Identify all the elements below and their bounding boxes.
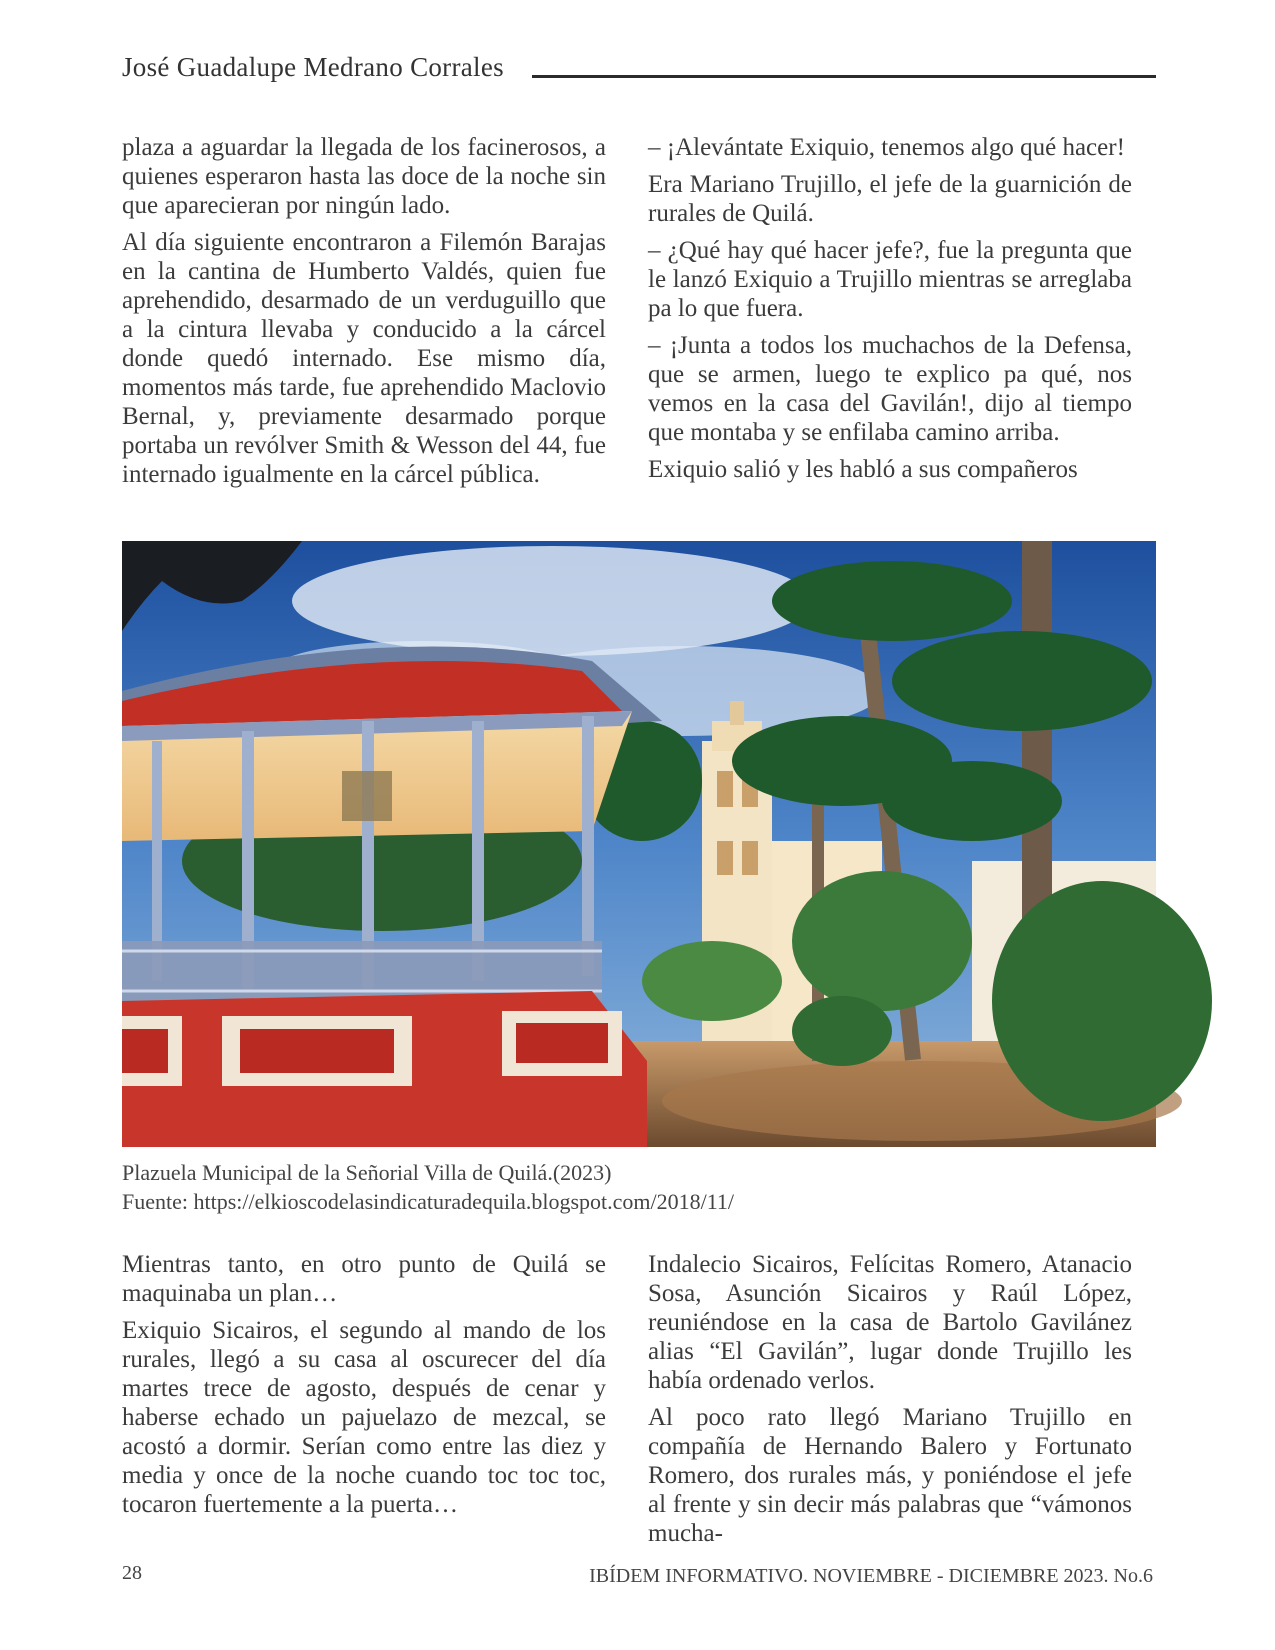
paragraph: – ¡Alevántate Exiquio, tenemos algo qué hacer! <box>648 134 1125 161</box>
figure-caption <box>122 1158 1156 1216</box>
paragraph: Mientras tanto, en otro punto de Quilá se maquinaba un plan… <box>122 1251 606 1307</box>
paragraph: – ¿Qué hay qué hacer jefe?, fue la pregunta que le lanzó Exiquio a Trujillo mientras se arreglaba pa lo que fuera. <box>648 237 1132 322</box>
paragraph: Exiquio salió y les habló a sus compañeros <box>648 456 1078 483</box>
plaza-photo <box>122 541 1156 1147</box>
caption-title: Plazuela Municipal de la Señorial Villa de Quilá.(2023) <box>122 1160 612 1185</box>
paragraph: Indalecio Sicairos, Felícitas Romero, Atanacio Sosa, Asunción Sicairos y Raúl López, reuniéndose en la casa de Bartolo Gavilánez alias “El Gavilán”, lugar donde Trujillo les había ordenado verlos. <box>648 1251 1132 1394</box>
paragraph: Era Mariano Trujillo, el jefe de la guarnición de rurales de Quilá. <box>648 171 1132 227</box>
caption-source: Fuente: https://elkioscodelasindicaturadequila.blogspot.com/2018/11/ <box>122 1189 735 1214</box>
left-column-bottom <box>122 1250 606 1527</box>
left-column-top <box>122 133 606 497</box>
paragraph: Al día siguiente encontraron a Filemón Barajas en la cantina de Humberto Valdés, quien fue aprehendido, desarmado de un verduguillo que a la cintura llevaba y conducido a la cárcel donde quedó internado. Ese mismo día, momentos más tarde, fue aprehendido Maclovio Bernal, y, previamente desarmado porque portaba un revólver Smith & Wesson del 44, fue internado igualmente en la cárcel pública. <box>122 229 606 488</box>
paragraph: Exiquio Sicairos, el segundo al mando de los rurales, llegó a su casa al oscurecer del día martes trece de agosto, después de cenar y haberse echado un pajuelazo de mezcal, se acostó a dormir. Serían como entre las diez y media y once de la noche cuando toc toc toc, tocaron fuertemente a la puerta… <box>122 1317 606 1518</box>
right-column-top <box>648 133 1132 513</box>
page-header <box>122 52 1156 92</box>
right-column-bottom <box>648 1250 1132 1547</box>
header-rule <box>532 75 1156 78</box>
publication-footer: IBÍDEM INFORMATIVO. NOVIEMBRE - DICIEMBRE 2023. No.6 <box>589 1565 1153 1587</box>
page-number: 28 <box>122 1562 142 1584</box>
paragraph: Al poco rato llegó Mariano Trujillo en compañía de Hernando Balero y Fortunato Romero, dos rurales más, y poniéndose el jefe al frente y sin decir más palabras que “vámonos mucha- <box>648 1404 1132 1547</box>
author-name: José Guadalupe Medrano Corrales <box>122 52 504 82</box>
paragraph: plaza a aguardar la llegada de los facinerosos, a quienes esperaron hasta las doce de la noche sin que aparecieran por ningún lado. <box>122 134 606 219</box>
paragraph: – ¡Junta a todos los muchachos de la Defensa, que se armen, luego te explico pa qué, nos vemos en la casa del Gavilán!, dijo al tiempo que montaba y se enfilaba camino arriba. <box>648 332 1132 446</box>
